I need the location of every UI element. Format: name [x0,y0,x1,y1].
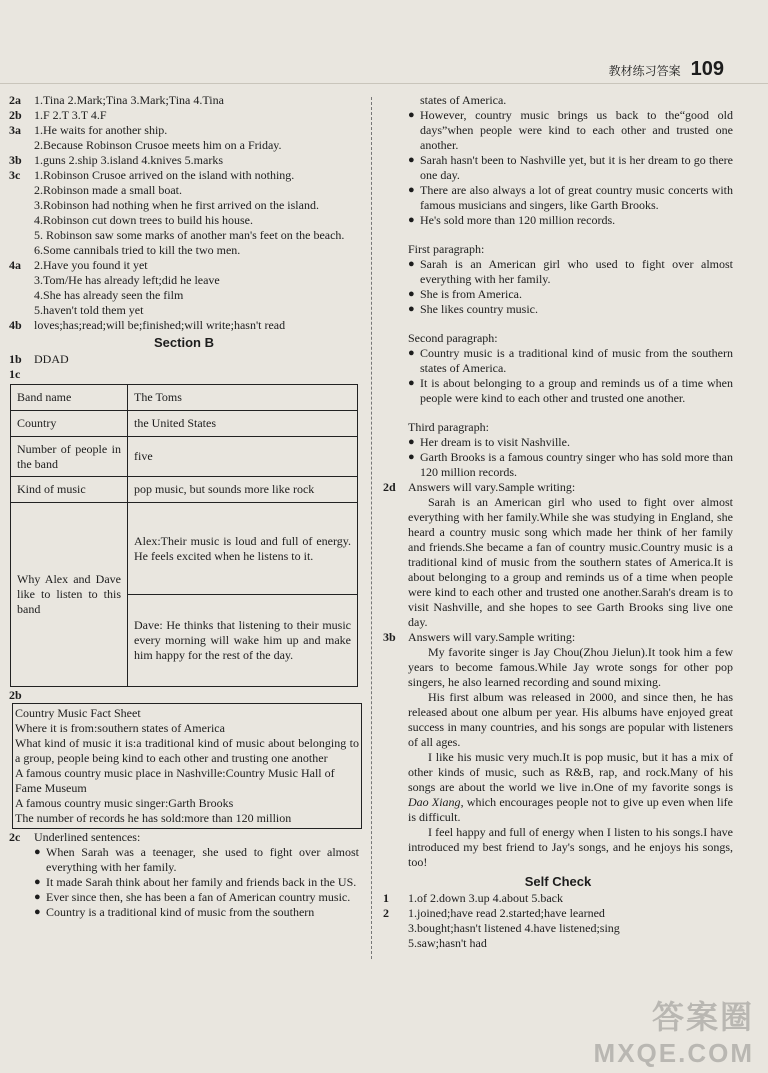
header-title: 教材练习答案 [608,64,681,78]
answer-2d: 2d Answers will vary.Sample writing: [383,480,576,494]
self-check-2-line2: 3.bought;hasn't listened 4.have listened;sing [408,921,620,935]
list-item: ● Her dream is to visit Nashville. [408,435,570,449]
answer-2b-label: 2b [9,688,22,702]
answer-3b-paragraph-1: My favorite singer is Jay Chou(Zhou Jielun).It took him a few years to become famous.While Jay wrote songs for other pop singers, he also learned recording and sound mixing. [408,645,733,689]
bullet-icon: ● [408,436,415,448]
page-number: 109 [690,58,724,80]
table-row: Dave: He thinks that listening to their music every morning will wake him up and make him happy for the rest of the day. [11,595,358,687]
answer-3b-paragraph-2: His first album was released in 2000, and since then, he has released about one album per year. His albums have enjoyed great success in many countries, and his songs are popular with listeners of all ages. [408,690,733,749]
self-check-1: 1 1.of 2.down 3.up 4.about 5.back [383,891,563,905]
answer-3c-line2: 2.Robinson made a small boat. [34,183,182,197]
answer-3b: 3b 1.guns 2.ship 3.island 4.knives 5.marks [9,153,223,167]
self-check-heading: Self Check [524,874,592,889]
bullet-icon: ● [34,876,41,888]
answer-3c-line4: 4.Robinson cut down trees to build his house. [34,213,253,227]
bullet-icon: ● [408,288,415,300]
answer-2a: 2a 1.Tina 2.Mark;Tina 3.Mark;Tina 4.Tina [9,93,224,107]
left-column [9,93,359,920]
list-item: ● It made Sarah think about her family and friends back in the US. [34,875,357,889]
answer-4a: 4a 2.Have you found it yet [9,258,148,272]
list-item: ● Country is a traditional kind of music from the southern [34,905,315,919]
bullet-icon: ● [408,303,415,315]
table-row: Kind of music pop music, but sounds more like rock [11,477,358,503]
section-b-heading: Section B [154,335,214,350]
fact-sheet-title: Country Music Fact Sheet [15,706,141,720]
bullet-icon: ● [408,184,415,196]
list-item: ● Sarah hasn't been to Nashville yet, but it is her dream to go there one day. [408,153,733,182]
fact-sheet-box: Country Music Fact Sheet Where it is from:southern states of America What kind of music it is:a traditional kind of music about belonging to a group, people being kind to each other and trusting one another A famous country music place in Nashville:Country Music Hall of Fame Museum A famous country music singer:Garth Brooks The number of records he has sold:more than 120 million [12,703,362,829]
answer-4a-line2: 3.Tom/He has already left;did he leave [34,273,220,287]
continued-text: states of America. [420,93,507,107]
third-paragraph-heading: Third paragraph: [408,420,489,434]
answer-3b-paragraph-3: I like his music very much.It is pop music, but it has a mix of other kinds of music, such as R&B, rap, and rock.Many of his songs are about the world we live in.One of my favorite songs is Dao Xiang, which encourages people not to give up even when life is difficult. [408,750,733,824]
bullet-icon: ● [408,451,415,463]
answer-1c-label: 1c [9,367,21,381]
list-item: ● He's sold more than 120 million records. [408,213,616,227]
bullet-icon: ● [34,906,41,918]
bullet-icon: ● [408,347,415,359]
answer-3b-paragraph-4: I feel happy and full of energy when I listen to his songs.I have introduced my best friend to Jay's songs, and he enjoys his songs, too! [408,825,733,869]
table-row: Band name The Toms [11,385,358,411]
list-item: ● When Sarah was a teenager, she used to fight over almost everything with her family. [34,845,359,874]
watermark-logo: 答案圈 MXQE.COM [593,998,754,1068]
bullet-icon: ● [408,377,415,389]
list-item: ● She is from America. [408,287,522,301]
bullet-icon: ● [408,109,415,121]
answer-2b: 2b 1.F 2.T 3.T 4.F [9,108,107,122]
list-item: ● Ever since then, she has been a fan of American country music. [34,890,351,904]
list-item: ● Country music is a traditional kind of music from the southern states of America. [408,346,733,375]
answer-4a-line4: 5.haven't told them yet [34,303,144,317]
answer-3a: 3a 1.He waits for another ship. [9,123,168,137]
bullet-icon: ● [408,258,415,270]
answer-4a-line3: 4.She has already seen the film [34,288,184,302]
page-header [609,58,724,81]
self-check-2-line3: 5.saw;hasn't had [408,936,487,950]
bullet-icon: ● [34,891,41,903]
second-paragraph-heading: Second paragraph: [408,331,498,345]
song-title: Dao Xiang [408,795,461,809]
list-item: ● There are also always a lot of great country music concerts with famous musicians and singers, like Garth Brooks. [408,183,733,212]
band-table [10,384,358,687]
table-row: Why Alex and Dave like to listen to this band Alex:Their music is loud and full of energy. He feels excited when he listens to it. [11,503,358,595]
column-divider [371,97,372,959]
bullet-icon: ● [34,846,41,858]
answer-3b-right: 3b Answers will vary.Sample writing: [383,630,576,644]
header-divider [0,83,768,84]
list-item: ● She likes country music. [408,302,538,316]
list-item: ● However, country music brings us back to the“good old days”when people were kind to each other and trusted one another. [408,108,733,152]
table-row: Number of people in the band five [11,437,358,477]
bullet-icon: ● [408,154,415,166]
answer-3c-line3: 3.Robinson had nothing when he first arrived on the island. [34,198,319,212]
answer-3a-line2: 2.Because Robinson Crusoe meets him on a Friday. [34,138,282,152]
answer-2c: 2c Underlined sentences: [9,830,141,844]
answer-2d-paragraph: Sarah is an American girl who used to fight over almost everything with her family.While she was studying in England, she heard a country music song which made her think of her family and friends.She became a fan of country music.Country music is a traditional kind of music from the southern states of America.It is about belonging to a group and reminds us of a time when people were kind to each other and trusted one another.Sarah's dream is to visit Nashville, and she hopes to see Garth Brooks sing live one day. [408,495,733,629]
bullet-icon: ● [408,214,415,226]
list-item: ● Garth Brooks is a famous country singer who has sold more than 120 million records. [408,450,733,479]
list-item: ● Sarah is an American girl who used to fight over almost everything with her family. [408,257,733,286]
answer-3c-line5: 5. Robinson saw some marks of another man's feet on the beach. [34,228,345,242]
self-check-2: 2 1.joined;have read 2.started;have learned [383,906,605,920]
first-paragraph-heading: First paragraph: [408,242,485,256]
table-row: Country the United States [11,411,358,437]
answer-3c: 3c 1.Robinson Crusoe arrived on the island with nothing. [9,168,295,182]
answer-4b: 4b loves;has;read;will be;finished;will write;hasn't read [9,318,286,332]
right-column [383,93,733,951]
answer-3c-line6: 6.Some cannibals tried to kill the two men. [34,243,241,257]
list-item: ● It is about belonging to a group and reminds us of a time when people were kind to each other and trusted one another. [408,376,733,405]
answer-1b: 1b DDAD [9,352,69,366]
